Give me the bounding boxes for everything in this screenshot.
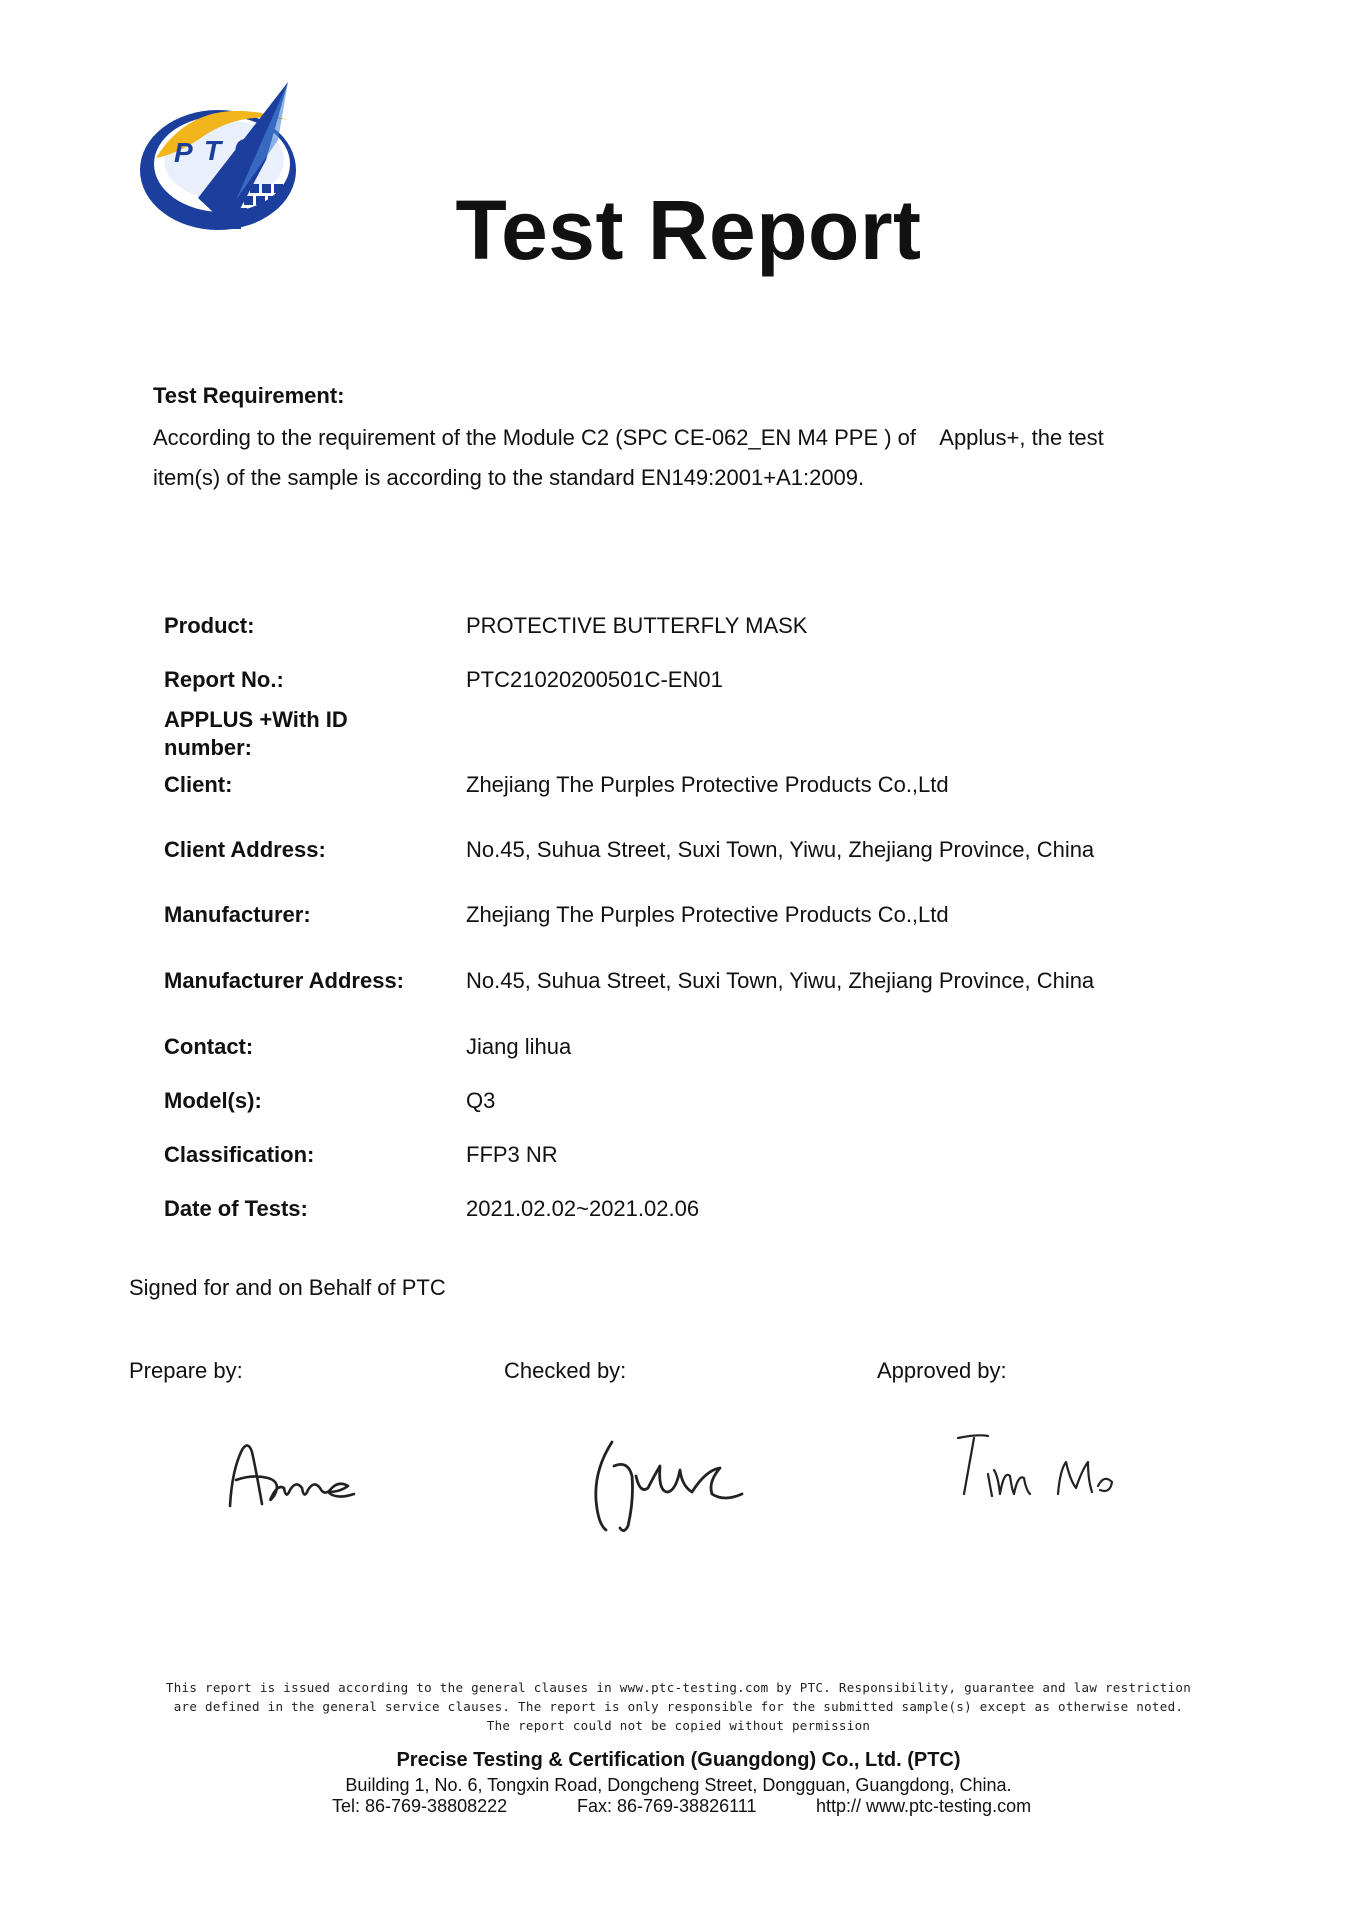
info-value: 2021.02.02~2021.02.06 <box>466 1196 700 1221</box>
info-label: Classification: <box>164 1142 315 1167</box>
info-label: Date of Tests: <box>164 1196 308 1221</box>
disclaimer-line-2: are defined in the general service clauses. The report is only responsible for the submitted sample(s) except as otherwise noted. <box>173 1699 1184 1714</box>
svg-text:C: C <box>234 133 255 164</box>
signature-anne <box>222 1430 382 1520</box>
approved-signature <box>948 1430 1128 1515</box>
info-label: Manufacturer: <box>164 902 311 927</box>
website-link[interactable]: http:// www.ptc-testing.com <box>816 1796 1032 1816</box>
info-value: No.45, Suhua Street, Suxi Town, Yiwu, Zhejiang Province, China <box>466 968 1095 993</box>
info-value: PROTECTIVE BUTTERFLY MASK <box>466 613 808 638</box>
info-value: Jiang lihua <box>466 1034 572 1059</box>
info-value: Q3 <box>466 1088 496 1113</box>
info-label: Contact: <box>164 1034 254 1059</box>
requirement-line-1: According to the requirement of the Module C2 (SPC CE-062_EN M4 PPE ) of Applus+, the test <box>153 425 1104 450</box>
svg-text:P: P <box>174 137 193 168</box>
svg-text:T: T <box>204 135 222 166</box>
info-label: APPLUS +With ID number: <box>164 707 348 760</box>
signed-for-statement: Signed for and on Behalf of PTC <box>129 1275 446 1300</box>
info-value: FFP3 NR <box>466 1142 558 1167</box>
approved-by-label: Approved by: <box>877 1358 1007 1383</box>
info-label: Product: <box>164 613 255 638</box>
requirement-heading: Test Requirement: <box>153 383 345 408</box>
telephone: Tel: 86-769-38808222 <box>332 1796 508 1816</box>
checked-signature <box>588 1430 758 1545</box>
info-label: Client Address: <box>164 837 326 862</box>
requirement-body <box>153 418 1163 498</box>
info-value: Zhejiang The Purples Protective Products Co.,Ltd <box>466 772 949 797</box>
prepare-signature <box>222 1430 382 1525</box>
signature-checker <box>588 1430 758 1540</box>
disclaimer-line-1: This report is issued according to the general clauses in www.ptc-testing.com by PTC. Responsibility, guarantee and law restriction <box>165 1680 1192 1695</box>
footer-disclaimer <box>150 1678 1207 1735</box>
info-label: Manufacturer Address: <box>164 968 405 993</box>
info-label: Report No.: <box>164 667 284 692</box>
disclaimer-line-3: The report could not be copied without permission <box>486 1718 871 1733</box>
info-value: Zhejiang The Purples Protective Products Co.,Ltd <box>466 902 949 927</box>
company-name: Precise Testing & Certification (Guangdong) Co., Ltd. (PTC) <box>396 1749 961 1771</box>
company-address: Building 1, No. 6, Tongxin Road, Dongcheng Street, Dongguan, Guangdong, China. <box>345 1775 1012 1795</box>
info-label: Client: <box>164 772 233 797</box>
page-title: Test Report <box>455 183 922 277</box>
info-label: Model(s): <box>164 1088 262 1113</box>
info-value: No.45, Suhua Street, Suxi Town, Yiwu, Zhejiang Province, China <box>466 837 1095 862</box>
checked-by-label: Checked by: <box>504 1358 627 1383</box>
signature-tim-mo <box>948 1430 1128 1510</box>
info-value: PTC21020200501C-EN01 <box>466 667 723 692</box>
requirement-line-2: item(s) of the sample is according to the standard EN149:2001+A1:2009. <box>153 465 865 490</box>
fax: Fax: 86-769-38826111 <box>577 1796 757 1816</box>
prepare-by-label: Prepare by: <box>129 1358 243 1383</box>
